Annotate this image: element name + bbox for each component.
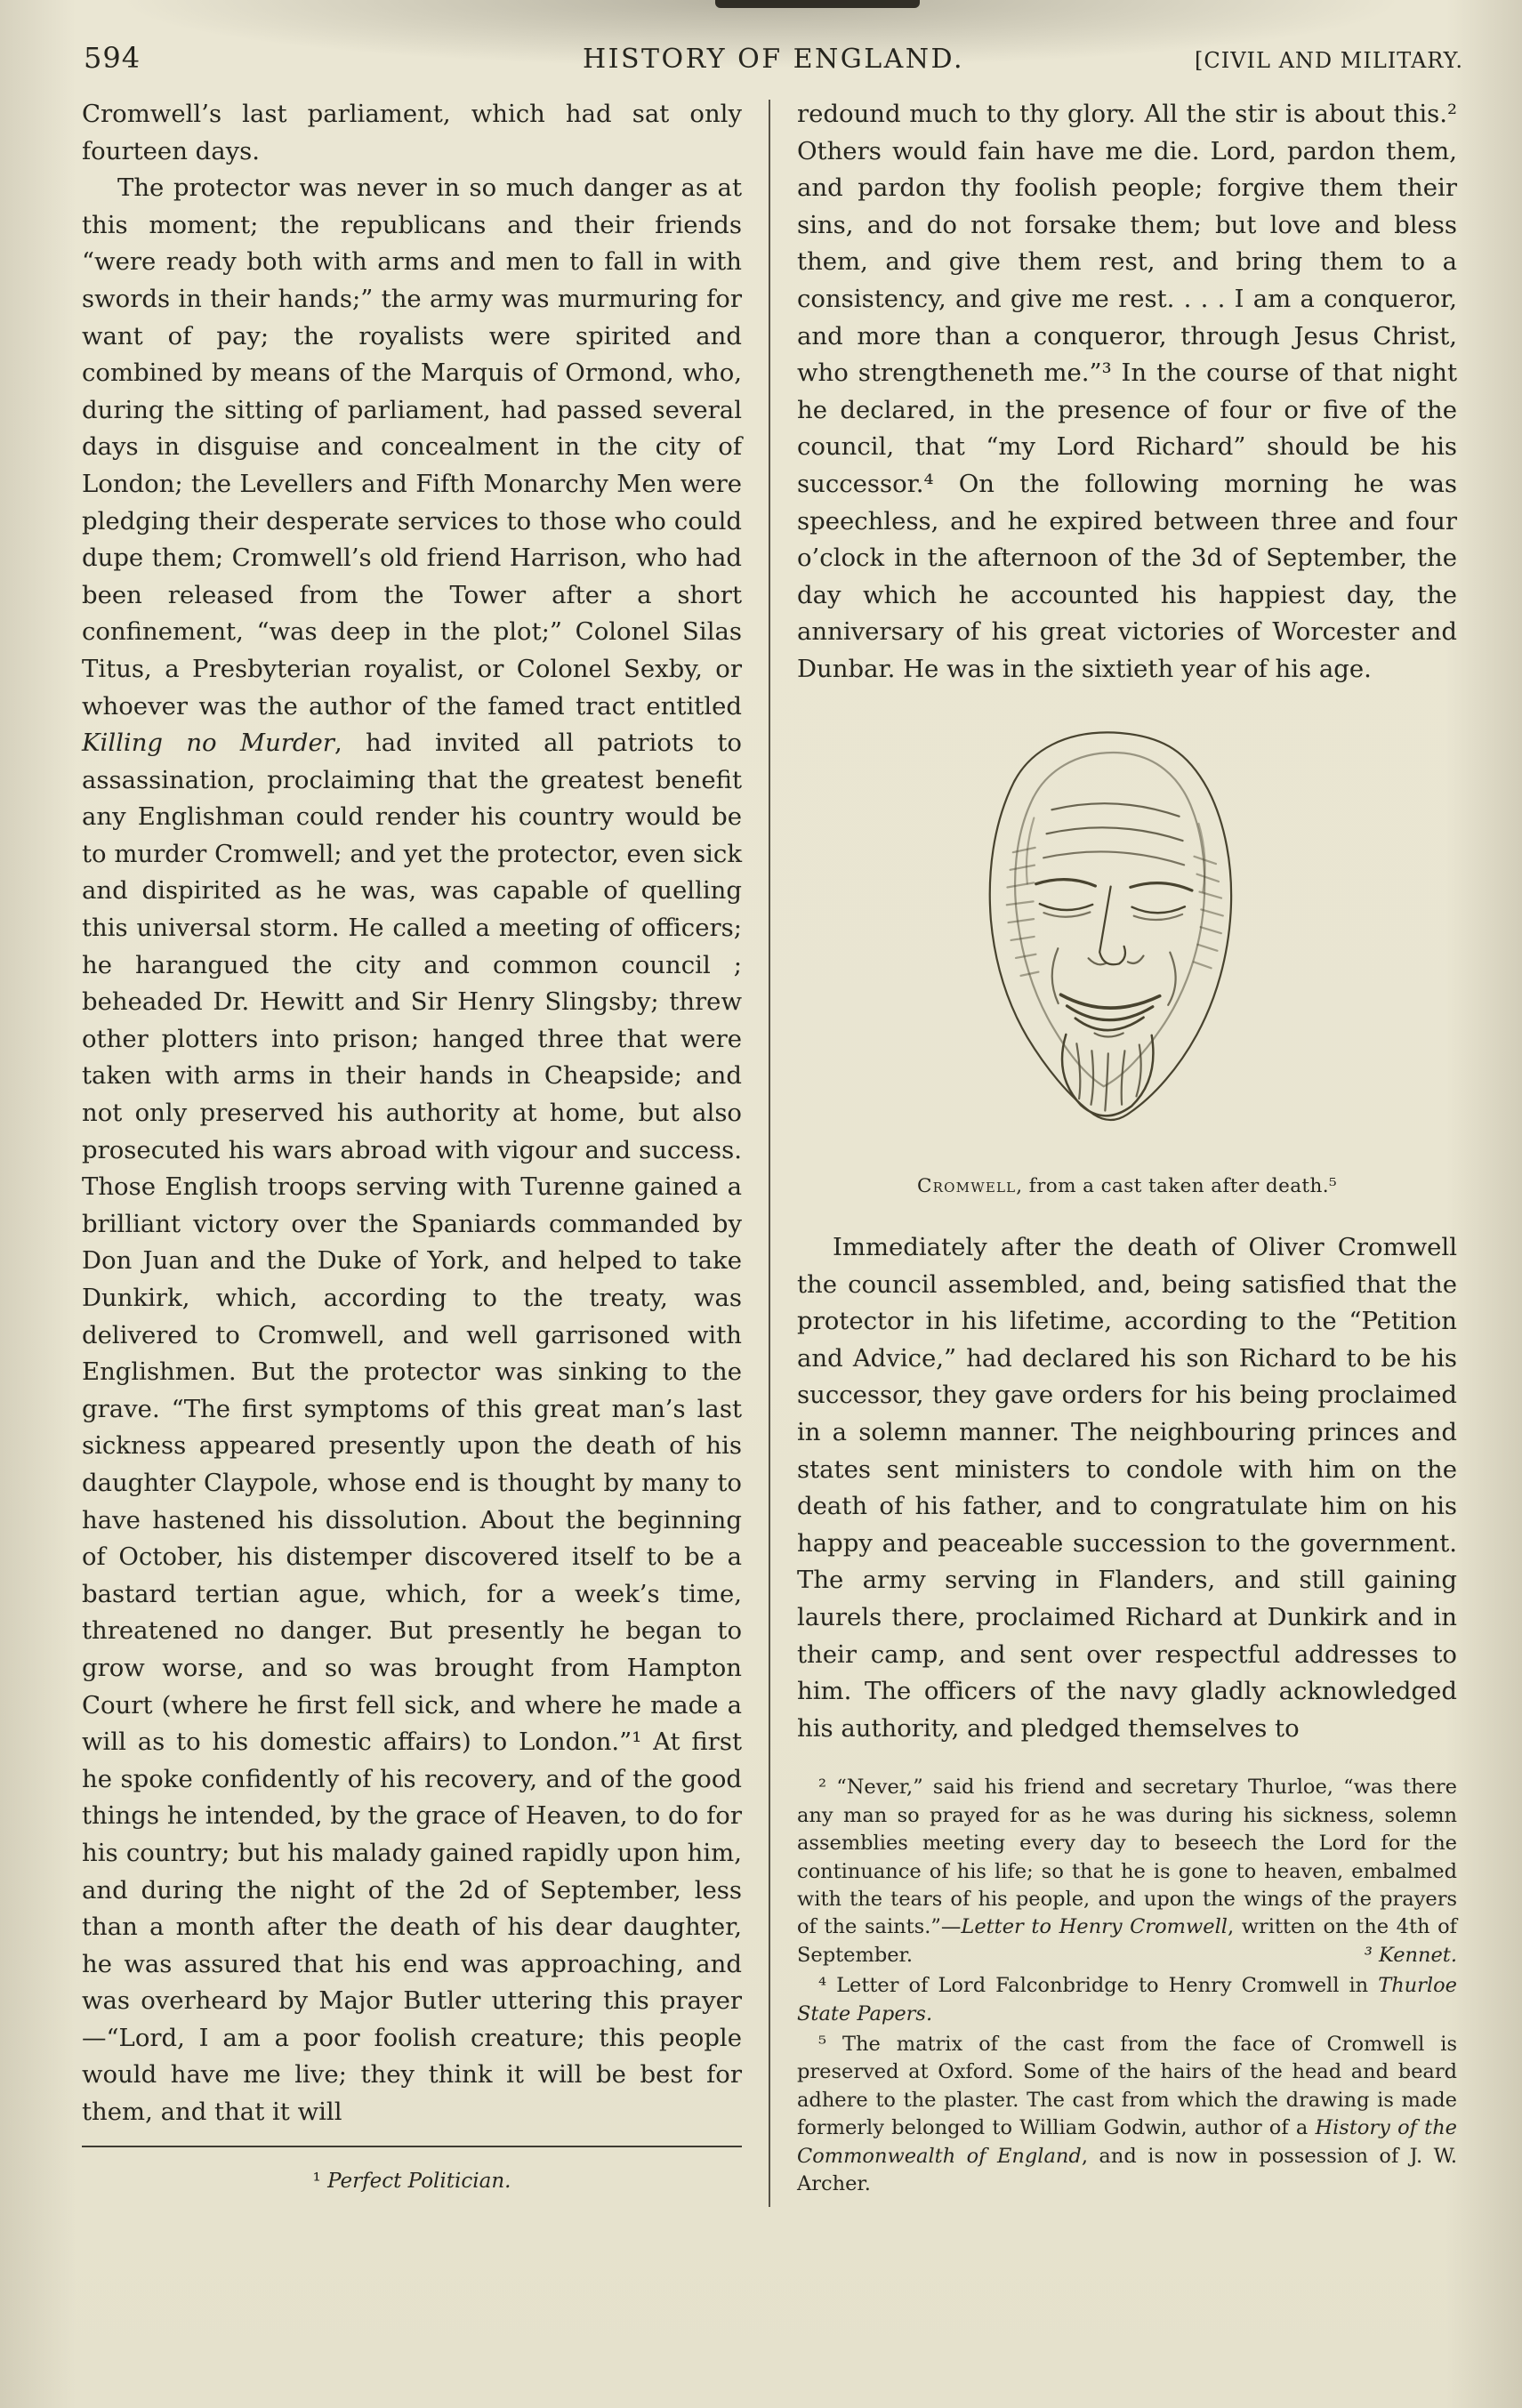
figure-caption [797,1174,1457,1199]
text-run: ⁵ The matrix of the cast from the face of Cromwell is preserved at Oxford. Some of the hairs of the head and beard adhere to the plaster. The cast from which the drawing is made formerly belonged to William Godwin, author of a [797,2033,1457,2140]
text-run: Perfect Politician. [327,2169,511,2193]
text-run: Letter to Henry Cromwell [961,1915,1228,1939]
text-run: , and is now in possession of J. W. Archer. [797,2144,1457,2196]
paragraph [82,170,742,2130]
text-run: Immediately after the death of Oliver Cromwell the council assembled, and, being satisfied that the protector in his lifetime, according to the “Petition and Advice,” had declared his son Richard to be his successor, they gave orders for his being proclaimed in a solemn manner. The neighbouring princes and states sent ministers to condole with him on the death of his father, and to congratulate him on his happy and peaceable succession to the government. The army serving in Flanders, and still gaining laurels there, proclaimed Richard at Dunkirk and in their camp, and sent over respectful addresses to him. The officers of the navy gladly acknowledged his authority, and pledged themselves to [797,1233,1457,1743]
left-footnote-block [82,2131,742,2243]
page-number: 594 [84,41,141,75]
text-run: , written on the 4th of September. [797,1915,1457,1967]
scan-edge-artifact [715,0,920,8]
text-run: The protector was never in so much danger as at this moment; the republicans and their friends “were ready both with arms and men to fall in with swords in their hands;” the army was murmuring for want of pay; the royalists were spirited and combined by means of the Marquis of Ormond, who, during the sitting of parliament, had passed several days in disguise and concealment in the city of London; the Levellers and Fifth Monarchy Men were pledging their desperate services to those who could dupe them; Cromwell’s old friend Harrison, who had been released from the Tower after a short confinement, “was deep in the plot;” Colonel Silas Titus, a Presbyterian royalist, or Colonel Sexby, or whoever was the author of the famed tract entitled [82,173,742,721]
right-footnotes-block [797,1774,1457,2233]
paragraph [797,96,1457,689]
section-label: [CIVIL AND MILITARY. [1195,48,1463,73]
footnote-rule [82,2146,742,2147]
paragraph [797,1229,1457,1747]
footnote [82,2168,742,2195]
text-run: Killing no Murder [82,729,334,758]
figure-death-mask [797,715,1457,1200]
paragraph [82,96,742,170]
footnote [797,2031,1457,2198]
text-run: Thurloe State Papers. [797,1974,1457,2025]
text-run: redound much to thy glory. All the stir is about this.² Others would fain have me die. Lord, pardon them, and pardon thy foolish people; forgive them their sins, and do not forsake them; but love and bless them, and give them rest, and bring them to a consistency, and give me rest. . . . I am a conqueror, and more than a conqueror, through Jesus Christ, who strengtheneth me.”³ In the course of that night he declared, in the presence of four or five of the council, that “my Lord Richard” should be his successor.⁴ On the following morning he was speechless, and he expired between three and four o’clock in the afternoon of the 3d of September, the day which he accounted his happiest day, the anniversary of his great victories of Worcester and Dunbar. He was in the sixtieth year of his age. [797,100,1457,683]
page-title: HISTORY OF ENGLAND. [582,44,965,75]
text-run: ² “Never,” said his friend and secretary Thurloe, “was there any man so prayed for as he was during his sickness, solemn assemblies meeting every day to beseech the Lord for the continuance of his life; so that he is gone to heaven, embalmed with the tears of his people, and upon the wings of the prayers of the saints.”— [797,1776,1457,1939]
right-column [797,96,1457,2243]
death-mask-illustration [916,708,1305,1172]
footnote [797,1774,1457,1969]
two-column-body [0,80,1522,2243]
column-divider-rule [769,100,770,2207]
running-header [0,0,1522,80]
text-run: ⁴ Letter of Lord Falconbridge to Henry Cromwell in [818,1974,1379,1998]
text-run: History of the Commonwealth of England [797,2116,1457,2168]
text-run: , had invited all patriots to assassination, proclaiming that the greatest benefit any Englishman could render his country would be to murder Cromwell; and yet the protector, even sick and dispirited as he was, was capable of quelling this universal storm. He called a meeting of officers; he harangued the city and common council ; beheaded Dr. Hewitt and Sir Henry Slingsby; threw other plotters into prison; hanged three that were taken with arms in their hands in Cheapside; and not only preserved his authority at home, but also prosecuted his wars abroad with vigour and success. Those English troops serving with Turenne gained a brilliant victory over the Spaniards commanded by Don Juan and the Duke of York, and helped to take Dunkirk, which, according to the treaty, was delivered to Cromwell, and well garrisoned with Englishmen. But the protector was sinking to the grave. “The first symptoms of this great man’s last sickness appeared presently upon the death of his daughter Claypole, whose end is thought by many to have hastened his dissolution. About the beginning of October, his distemper discovered itself to be a bastard tertian ague, which, for a week’s time, threatened no danger. But presently he began to grow worse, and so was brought from Hampton Court (where he first fell sick, and where he made a will as to his domestic affairs) to London.”¹ At first he spoke confidently of his recovery, and of the good things he intended, by the grace of Heaven, to do for his country; but his malady gained rapidly upon him, and during the night of the 2d of September, less than a month after the death of his dear daughter, he was assured that his end was approaching, and was overheard by Major Butler uttering this prayer—“Lord, I am a poor foolish creature; this people would have me live; they think it will be best for them, and that it will [82,729,742,2127]
left-column [82,96,742,2243]
text-run: Cromwell [917,1175,1017,1198]
text-run: ¹ [312,2169,328,2193]
footnote [797,1972,1457,2028]
text-run: Cromwell’s last parliament, which had sat only fourteen days. [82,100,742,165]
text-run: , from a cast taken after death.⁵ [1016,1175,1337,1198]
text-run: ³ Kennet. [1364,1943,1457,1967]
